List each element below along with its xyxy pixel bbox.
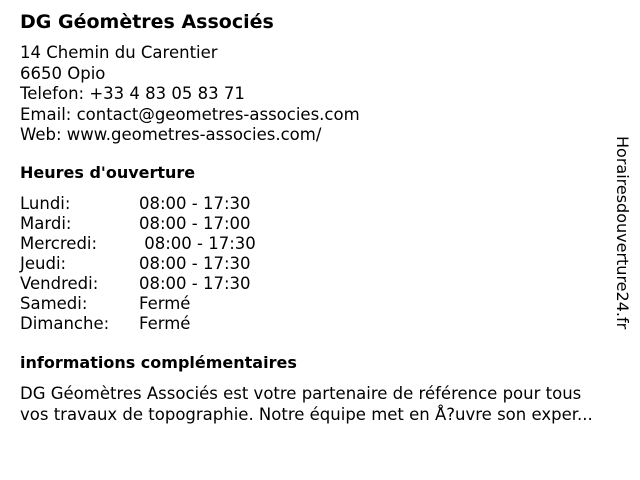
phone-number: Telefon: +33 4 83 05 83 71 <box>20 84 245 103</box>
day-label: Lundi: <box>20 194 71 213</box>
hours-row-saturday <box>20 294 420 314</box>
site-watermark: Horairesdouverture24.fr <box>613 136 632 330</box>
time-value: 08:00 - 17:30 <box>139 194 251 213</box>
hours-row-monday <box>20 194 420 214</box>
time-value: 08:00 - 17:30 <box>139 254 251 273</box>
day-label: Jeudi: <box>20 254 67 273</box>
time-value: 08:00 - 17:00 <box>139 214 251 233</box>
hours-row-thursday <box>20 254 420 274</box>
hours-row-tuesday <box>20 214 420 234</box>
day-label: Dimanche: <box>20 314 110 333</box>
contact-block <box>20 43 360 146</box>
additional-info-heading: informations complémentaires <box>20 353 297 372</box>
hours-row-sunday <box>20 314 420 334</box>
day-label: Mercredi: <box>20 234 98 253</box>
hours-row-friday <box>20 274 420 294</box>
business-name: DG Géomètres Associés <box>20 11 274 33</box>
website-url: Web: www.geometres-associes.com/ <box>20 125 322 144</box>
day-label: Samedi: <box>20 294 88 313</box>
email-address: Email: contact@geometres-associes.com <box>20 104 360 124</box>
time-value: 08:00 - 17:30 <box>139 234 256 253</box>
description-line: DG Géomètres Associés est votre partenaire de référence pour tous <box>20 384 582 403</box>
time-value: Fermé <box>139 294 191 313</box>
description-line: vos travaux de topographie. Notre équipe met en Å?uvre son exper... <box>20 404 593 424</box>
hours-row-wednesday <box>20 234 420 254</box>
time-value: 08:00 - 17:30 <box>139 274 251 293</box>
address-city: 6650 Opio <box>20 63 106 83</box>
opening-hours-table <box>20 194 420 334</box>
business-description <box>20 384 630 425</box>
day-label: Vendredi: <box>20 274 99 293</box>
time-value: Fermé <box>139 314 191 333</box>
address-street: 14 Chemin du Carentier <box>20 43 218 62</box>
day-label: Mardi: <box>20 214 72 233</box>
opening-hours-heading: Heures d'ouverture <box>20 163 196 182</box>
